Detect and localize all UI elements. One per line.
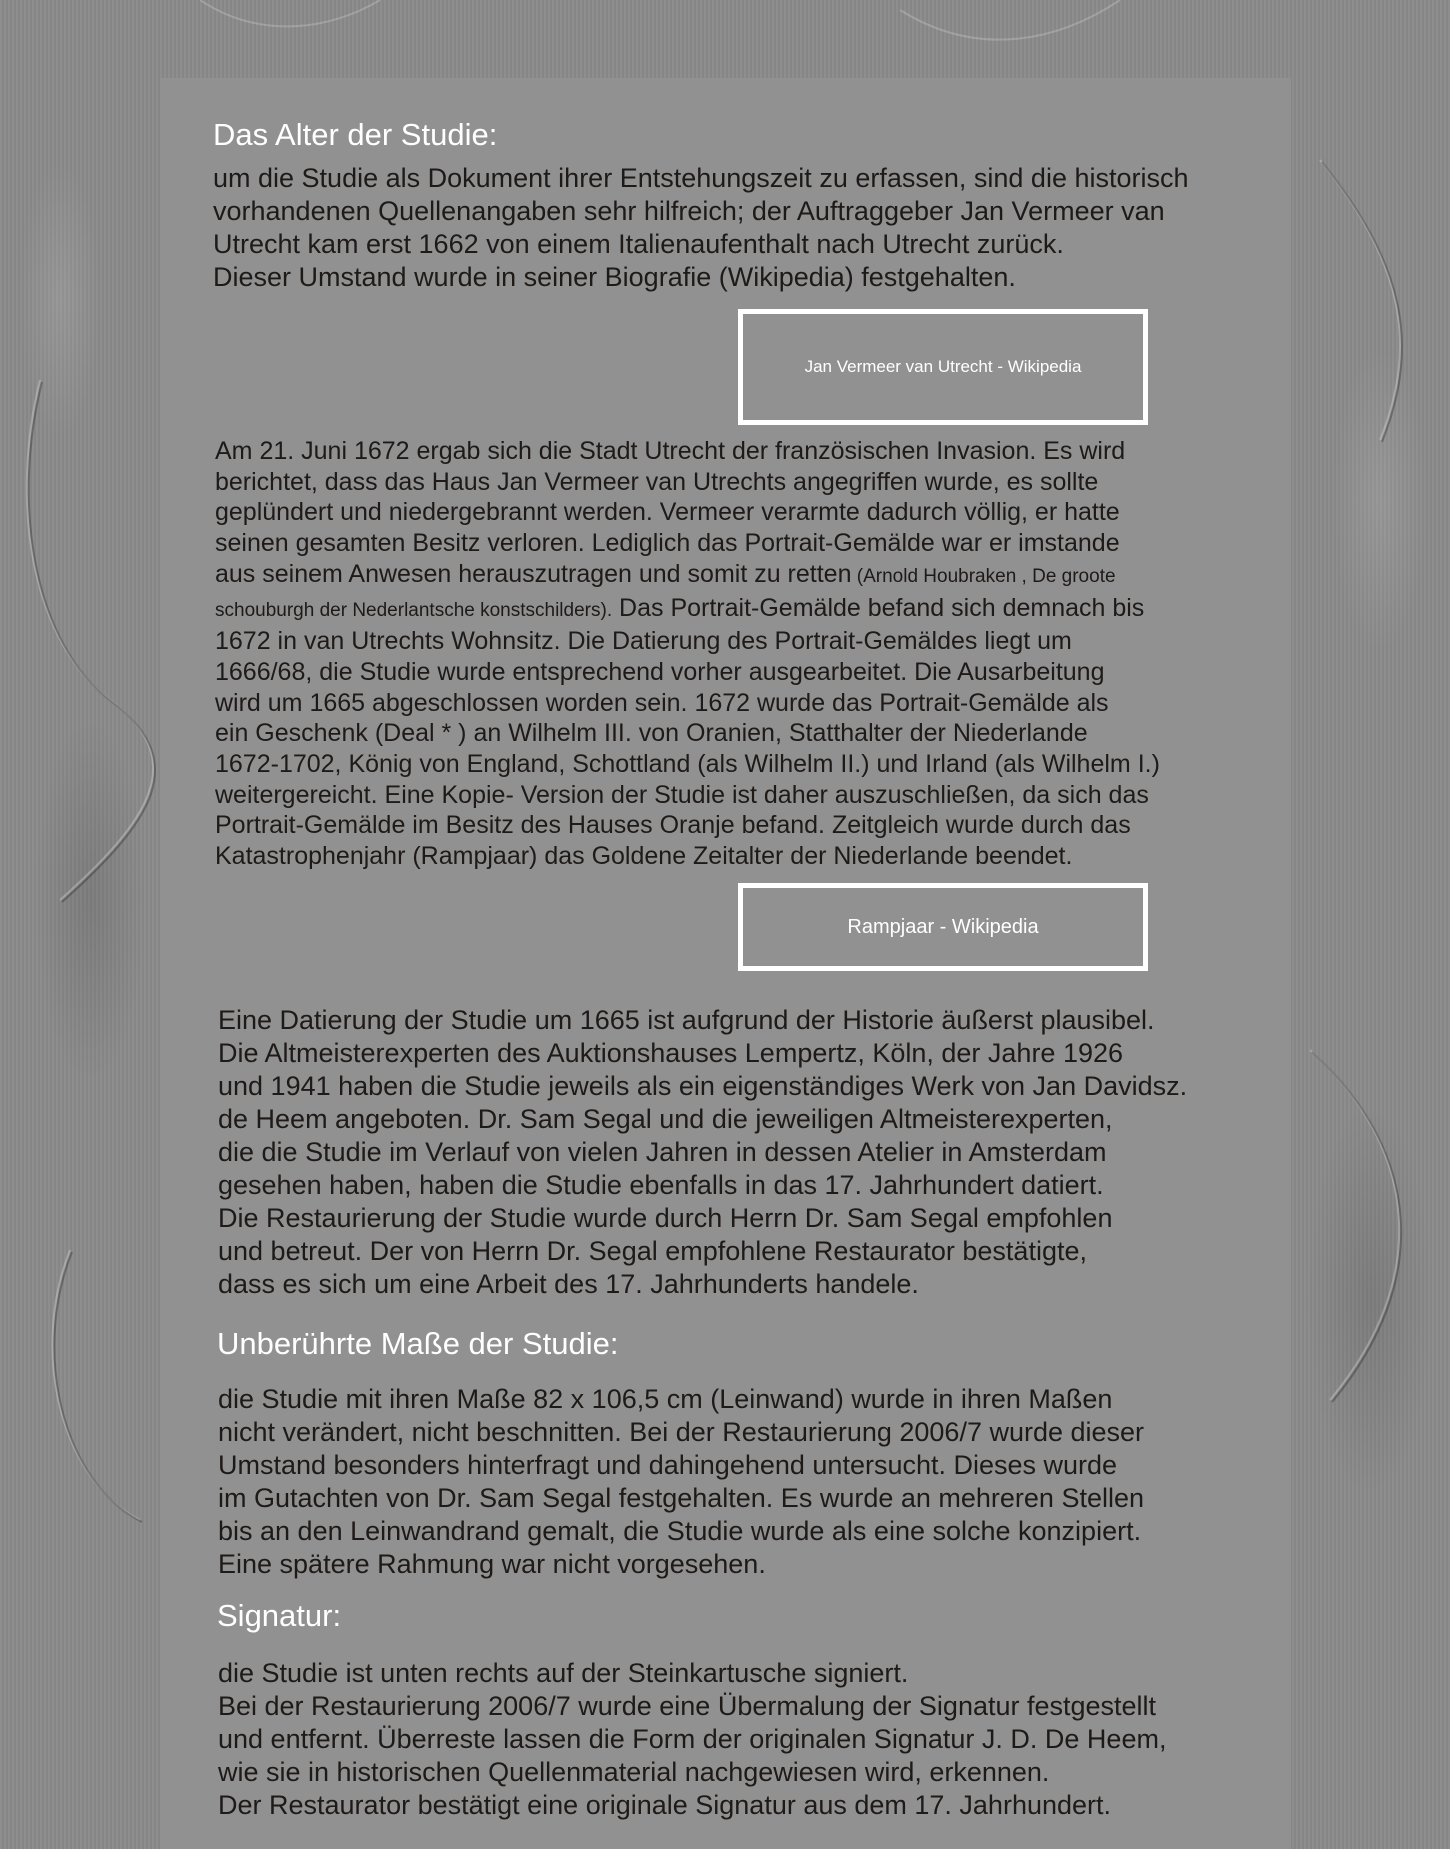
link-vermeer-label: Jan Vermeer van Utrecht - Wikipedia bbox=[804, 357, 1082, 376]
text-line: bis an den Leinwandrand gemalt, die Studie wurde als eine solche konzipiert. bbox=[218, 1516, 1142, 1546]
heading-age: Das Alter der Studie: bbox=[213, 117, 498, 152]
text-line: berichtet, dass das Haus Jan Vermeer van Utrechts angegriffen wurde, es sollte bbox=[215, 467, 1099, 496]
text-segment: Das Portrait-Gemälde befand sich demnach bis bbox=[612, 593, 1145, 622]
text-line: de Heem angeboten. Dr. Sam Segal und die jeweiligen Altmeisterexperten, bbox=[218, 1104, 1113, 1134]
text-line: Utrecht kam erst 1662 von einem Italienaufenthalt nach Utrecht zurück. bbox=[213, 229, 1064, 259]
text-line: Am 21. Juni 1672 ergab sich die Stadt Utrecht der französischen Invasion. Es wird bbox=[215, 437, 1126, 465]
text-line: 1672-1702, König von England, Schottland (als Wilhelm II.) und Irland (als Wilhelm I.) bbox=[215, 750, 1160, 779]
text-line: nicht verändert, nicht beschnitten. Bei der Restaurierung 2006/7 wurde dieser bbox=[218, 1417, 1145, 1447]
paragraph-signature bbox=[218, 1657, 1166, 1822]
text-segment: aus seinem Anwesen herauszutragen und somit zu retten bbox=[215, 559, 852, 588]
text-line: gesehen haben, haben die Studie ebenfalls in das 17. Jahrhundert datiert. bbox=[218, 1170, 1104, 1200]
text-line: Portrait-Gemälde im Besitz des Hauses Oranje befand. Zeitgleich wurde durch das bbox=[215, 811, 1131, 840]
text-line: Eine Datierung der Studie um 1665 ist aufgrund der Historie äußerst plausibel. bbox=[218, 1005, 1155, 1035]
text-line: Umstand besonders hinterfragt und dahingehend untersucht. Dieses wurde bbox=[218, 1450, 1118, 1480]
text-line: und 1941 haben die Studie jeweils als ein eigenständiges Werk von Jan Davidsz. bbox=[218, 1071, 1188, 1101]
link-rampjaar-wikipedia[interactable] bbox=[738, 883, 1148, 971]
paragraph-dating bbox=[218, 1004, 1187, 1301]
link-rampjaar-label: Rampjaar - Wikipedia bbox=[847, 915, 1039, 938]
text-line bbox=[215, 593, 1160, 627]
text-line: vorhandenen Quellenangaben sehr hilfreich; der Auftraggeber Jan Vermeer van bbox=[213, 196, 1165, 226]
text-line: Eine spätere Rahmung war nicht vorgesehen. bbox=[218, 1549, 766, 1579]
text-line: Die Altmeisterexperten des Auktionshauses Lempertz, Köln, der Jahre 1926 bbox=[218, 1038, 1124, 1068]
text-line: um die Studie als Dokument ihrer Entstehungszeit zu erfassen, sind die historisch bbox=[213, 163, 1189, 193]
text-line: im Gutachten von Dr. Sam Segal festgehalten. Es wurde an mehreren Stellen bbox=[218, 1483, 1145, 1513]
text-line: Der Restaurator bestätigt eine originale Signatur aus dem 17. Jahrhundert. bbox=[218, 1790, 1112, 1820]
text-line: die Studie mit ihren Maße 82 x 106,5 cm (Leinwand) wurde in ihren Maßen bbox=[218, 1384, 1113, 1414]
text-line: Bei der Restaurierung 2006/7 wurde eine Übermalung der Signatur festgestellt bbox=[218, 1691, 1157, 1721]
text-line: geplündert und niedergebrannt werden. Vermeer verarmte dadurch völlig, er hatte bbox=[215, 498, 1120, 527]
text-line: die die Studie im Verlauf von vielen Jahren in dessen Atelier in Amsterdam bbox=[218, 1137, 1107, 1167]
text-line: Katastrophenjahr (Rampjaar) das Goldene Zeitalter der Niederlande beendet. bbox=[215, 842, 1073, 871]
source-citation: schouburgh der Nederlantsche konstschilders). bbox=[215, 599, 613, 621]
paragraph-invasion bbox=[215, 436, 1160, 872]
text-line: 1672 in van Utrechts Wohnsitz. Die Datierung des Portrait-Gemäldes liegt um bbox=[215, 627, 1072, 656]
text-line: seinen gesamten Besitz verloren. Lediglich das Portrait-Gemälde war er imstande bbox=[215, 529, 1120, 558]
text-line: 1666/68, die Studie wurde entsprechend vorher ausgearbeitet. Die Ausarbeitung bbox=[215, 657, 1105, 686]
text-line: Die Restaurierung der Studie wurde durch Herrn Dr. Sam Segal empfohlen bbox=[218, 1203, 1113, 1233]
paragraph-dimensions bbox=[218, 1383, 1144, 1581]
text-line: wie sie in historischen Quellenmaterial nachgewiesen wird, erkennen. bbox=[218, 1757, 1050, 1787]
text-line: und betreut. Der von Herrn Dr. Segal empfohlene Restaurator bestätigte, bbox=[218, 1236, 1087, 1266]
heading-signature: Signatur: bbox=[217, 1598, 342, 1633]
text-line: wird um 1665 abgeschlossen worden sein. 1672 wurde das Portrait-Gemälde als bbox=[215, 688, 1109, 717]
heading-dimensions: Unberührte Maße der Studie: bbox=[217, 1326, 619, 1361]
text-line: die Studie ist unten rechts auf der Steinkartusche signiert. bbox=[218, 1658, 909, 1688]
text-line: ein Geschenk (Deal * ) an Wilhelm III. von Oranien, Statthalter der Niederlande bbox=[215, 719, 1088, 748]
source-citation: (Arnold Houbraken , De groote bbox=[851, 565, 1116, 587]
text-line bbox=[215, 559, 1160, 593]
text-line: und entfernt. Überreste lassen die Form der originalen Signatur J. D. De Heem, bbox=[218, 1724, 1167, 1754]
text-line: Dieser Umstand wurde in seiner Biografie (Wikipedia) festgehalten. bbox=[213, 262, 1016, 292]
text-line: dass es sich um eine Arbeit des 17. Jahrhunderts handele. bbox=[218, 1269, 919, 1299]
paragraph-age bbox=[213, 162, 1189, 294]
text-line: weitergereicht. Eine Kopie- Version der Studie ist daher auszuschließen, da sich das bbox=[215, 780, 1149, 809]
link-vermeer-wikipedia[interactable] bbox=[738, 309, 1148, 425]
